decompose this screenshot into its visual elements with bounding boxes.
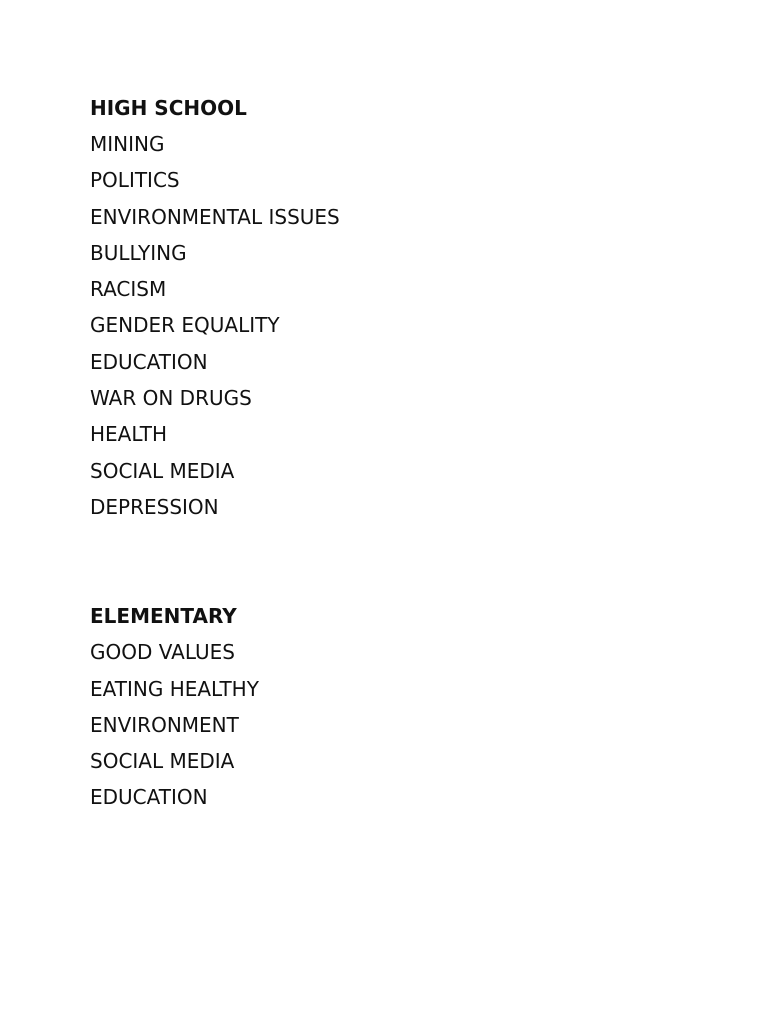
list-item: EDUCATION	[90, 785, 208, 810]
list-item: MINING	[90, 132, 165, 156]
section-heading-high-school: HIGH SCHOOL	[90, 96, 247, 120]
list-item: ENVIRONMENT	[90, 712, 239, 737]
list-item: POLITICS	[90, 168, 180, 193]
list-item: WAR ON DRUGS	[90, 386, 252, 411]
list-item: ENVIRONMENTAL ISSUES	[90, 204, 340, 229]
section-spacer	[90, 525, 690, 598]
list-item: GOOD VALUES	[90, 640, 235, 665]
list-item: RACISM	[90, 277, 167, 302]
list-item: EATING HEALTHY	[90, 676, 259, 701]
elementary-topic-list	[90, 634, 690, 815]
elementary-section	[90, 598, 690, 815]
high-school-topic-list	[90, 126, 690, 525]
document-page	[90, 90, 690, 816]
list-item: BULLYING	[90, 240, 187, 265]
section-heading-elementary: ELEMENTARY	[90, 604, 237, 629]
list-item: HEALTH	[90, 422, 168, 447]
list-item: SOCIAL MEDIA	[90, 458, 235, 483]
list-item: SOCIAL MEDIA	[90, 749, 235, 774]
list-item: GENDER EQUALITY	[90, 313, 280, 338]
high-school-section	[90, 90, 690, 525]
list-item: EDUCATION	[90, 349, 208, 374]
list-item: DEPRESSION	[90, 494, 219, 519]
